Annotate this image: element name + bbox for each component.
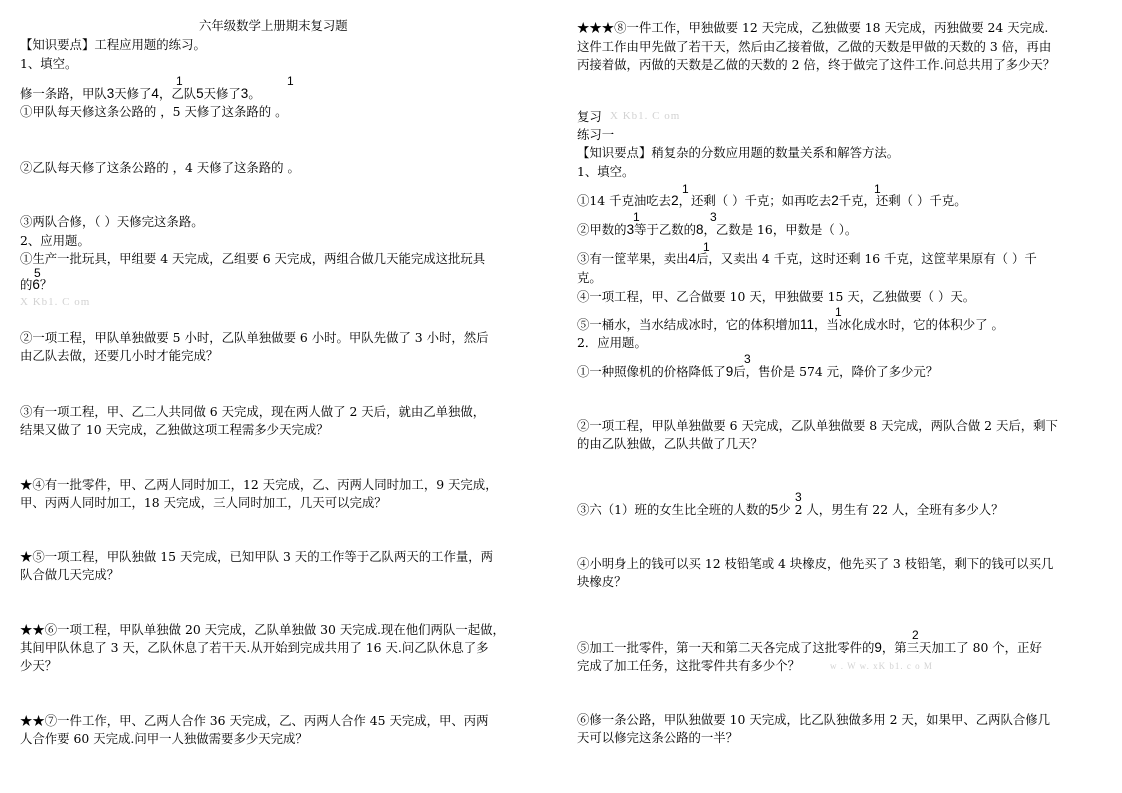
f3-frac: 4 [688, 251, 697, 266]
app-question-8-line1: ★★★⑧一件工作，甲独做要 12 天完成，乙独做要 18 天完成，丙独做要 24 天完成. [577, 20, 1049, 35]
a1-frac: 6 [32, 277, 40, 292]
page-title: 六年级数学上册期末复习题 [199, 18, 348, 33]
intro-frac1: 4 [151, 86, 159, 101]
f3-text-b: 后，又卖出 4 千克，这时还剩 16 千克，这筐苹果原有（ ）千 [696, 251, 1037, 266]
app-question-4-line2: 甲、丙两人同时加工，18 天完成，三人同时加工，几天可以完成？ [20, 495, 387, 510]
f1-frac1-numerator: 1 [682, 182, 689, 196]
f1-frac2: 2 [831, 193, 839, 208]
fill-question-r5 [577, 317, 1004, 333]
intro-text-c: ，乙队 [158, 86, 197, 101]
app-question-6-line3: 少天？ [20, 658, 58, 673]
app-question-5-line1: ★⑤一项工程，甲队独做 15 天完成，已知甲队 3 天的工作等于乙队两天的工作量，两 [20, 549, 494, 564]
intro-frac2-numerator: 1 [287, 74, 294, 88]
fill-question-r4: ④一项工程，甲、乙合做要 10 天，甲独做要 15 天，乙独做要（ ）天。 [577, 289, 976, 304]
app-question-r2-line1: ②一项工程，甲队单独做要 6 天完成，乙队单独做要 8 天完成，两队合做 2 天后，剩下 [577, 418, 1058, 433]
app-question-r6-line1: ⑥修一条公路，甲队独做要 10 天完成，比乙队独做多用 2 天，如果甲、乙两队合修几 [577, 712, 1051, 727]
app-question-r6-line2: 天可以修完这条公路的一半？ [577, 730, 739, 745]
f2-frac2: 8 [696, 222, 704, 237]
app-question-7-line1: ★★⑦一件工作，甲、乙两人合作 36 天完成，乙、丙两人合作 45 天完成，甲、丙两 [20, 713, 489, 728]
app-question-8-line2: 这件工作由甲先做了若干天，然后由乙接着做，乙做的天数是甲做的天数的 3 倍，再由 [577, 39, 1052, 54]
f2-text-a: ②甲数的 [577, 222, 627, 237]
review-label: 复习 [577, 109, 602, 124]
app-question-6-line1: ★★⑥一项工程，甲队单独做 20 天完成，乙队单独做 30 天完成.现在他们两队一起做， [20, 622, 505, 637]
b1-text-b: 后，售价是 574 元，降价了多少元？ [733, 364, 939, 379]
app-question-2-line1: ②一项工程，甲队单独做要 5 小时，乙队单独做要 6 小时。甲队先做了 3 小时，然后 [20, 330, 489, 345]
fill-question-r3-line2: 克。 [577, 270, 602, 285]
b5-frac-numerator: 2 [912, 628, 919, 642]
knowledge-point: 【知识要点】工程应用题的练习。 [20, 37, 206, 52]
app-question-r4-line2: 块橡皮？ [577, 574, 627, 589]
app-question-2-line2: 由乙队去做，还要几小时才能完成？ [20, 348, 219, 363]
a1-text-a: 的 [20, 277, 33, 292]
b1-text-a: ①一种照像机的价格降低了 [577, 364, 726, 379]
intro-frac1-numerator: 1 [176, 74, 183, 88]
question-intro [20, 86, 261, 102]
fill-question-3: ③两队合修，（ ）天修完这条路。 [20, 214, 204, 229]
app-question-3-line1: ③有一项工程，甲、乙二人共同做 6 天完成，现在两人做了 2 天后，就由乙单独做， [20, 404, 486, 419]
f5-text-a: ⑤一桶水，当水结成冰时，它的体积增加 [577, 317, 801, 332]
app-question-3-line2: 结果又做了 10 天完成，乙独做这项工程需多少天完成？ [20, 422, 329, 437]
a1-frac-numerator: 5 [34, 266, 41, 280]
app-question-r5-line2: 完成了加工任务，这批零件共有多少个？ [577, 658, 801, 673]
fill-question-1: ①甲队每天修这条公路的 ，5 天修了这条路的 。 [20, 104, 288, 119]
f2-frac1: 3 [626, 222, 635, 237]
b5-text-b: ，第三天加工了 80 个，正好 [881, 640, 1042, 655]
practice-label: 练习一 [577, 127, 615, 142]
b3-text-a: ③六（1）班的女生比全班的人数的 [577, 502, 771, 517]
fill-question-r2 [577, 222, 857, 238]
watermark: w . W w. xK b1. c o M [830, 661, 933, 671]
intro-text-a: 修一条路，甲队 [20, 86, 107, 101]
app-question-6-line2: 其间甲队休息了 3 天，乙队休息了若干天.从开始到完成共用了 16 天.问乙队休息了多 [20, 640, 489, 655]
f1-frac1: 2 [671, 193, 679, 208]
app-question-8-line3: 丙接着做，丙做的天数是乙做的天数的 2 倍，终于做完了这件工作.问总共用了多少天？ [577, 57, 1056, 72]
f1-text-c: 千克，还剩（ ）千克。 [838, 193, 967, 208]
b5-text-a: ⑤加工一批零件，第一天和第二天各完成了这批零件的 [577, 640, 875, 655]
fill-question-2: ②乙队每天修了这条公路的 ，4 天修了这条路的 。 [20, 160, 300, 175]
b3-frac-numerator: 3 [795, 490, 802, 504]
f2-text-b: 等于乙数的 [634, 222, 697, 237]
application-heading: 2．应用题。 [577, 335, 647, 350]
f5-frac: 11 [800, 317, 815, 332]
intro-n2: 5 [196, 86, 204, 101]
f3-frac-numerator: 1 [703, 240, 710, 254]
b1-frac: 9 [725, 364, 734, 379]
f2-text-c: ，乙数是 16，甲数是（ ）。 [703, 222, 858, 237]
intro-frac2: 3 [240, 86, 249, 101]
f5-text-b: ，当冰化成水时，它的体积少了 。 [814, 317, 1004, 332]
fill-question-r1 [577, 193, 967, 209]
f2-frac2-numerator: 3 [710, 210, 717, 224]
app-question-r5-line1 [577, 640, 1042, 656]
b5-frac: 9 [874, 640, 882, 655]
f1-text-b: ，还剩（ ）千克；如再吃去 [678, 193, 832, 208]
app-question-5-line2: 队合做几天完成？ [20, 567, 120, 582]
f3-text-a: ③有一筐苹果，卖出 [577, 251, 689, 266]
a1-text-b: ？ [39, 277, 53, 292]
b1-frac-numerator: 3 [744, 352, 751, 366]
app-question-4-line1: ★④有一批零件，甲、乙两人同时加工，12 天完成，乙、丙两人同时加工，9 天完成， [20, 477, 498, 492]
intro-text-b: 天修了 [114, 86, 152, 101]
knowledge-point: 【知识要点】稍复杂的分数应用题的数量关系和解答方法。 [577, 145, 900, 160]
watermark: X Kb1. C om [20, 296, 91, 308]
b3-text-b: 少 2 人，男生有 22 人，全班有多少人？ [778, 502, 1004, 517]
app-question-r3 [577, 502, 1004, 518]
app-question-r4-line1: ④小明身上的钱可以买 12 枝铅笔或 4 块橡皮，他先买了 3 枝铅笔，剩下的钱可以买几 [577, 556, 1054, 571]
f5-frac-numerator: 1 [835, 305, 842, 319]
fill-heading: 1、填空。 [577, 164, 635, 179]
f2-frac1-numerator: 1 [633, 210, 640, 224]
f1-frac2-numerator: 1 [874, 182, 881, 196]
fill-question-r3-line1 [577, 251, 1037, 267]
intro-text-e: 。 [248, 86, 261, 101]
app-question-r2-line2: 的由乙队独做，乙队共做了几天？ [577, 436, 763, 451]
fill-heading: 1、填空。 [20, 56, 78, 71]
intro-n1: 3 [106, 86, 115, 101]
app-question-r1 [577, 364, 938, 380]
b3-frac: 5 [770, 502, 779, 517]
f1-text-a: ①14 千克油吃去 [577, 193, 672, 208]
intro-text-d: 天修了 [203, 86, 241, 101]
app-question-7-line2: 人合作要 60 天完成.问甲一人独做需要多少天完成？ [20, 731, 308, 746]
watermark: X Kb1. C om [610, 110, 681, 122]
application-heading: 2、应用题。 [20, 233, 90, 248]
app-question-1-line1: ①生产一批玩具，甲组要 4 天完成，乙组要 6 天完成，两组合做几天能完成这批玩具 [20, 251, 486, 266]
